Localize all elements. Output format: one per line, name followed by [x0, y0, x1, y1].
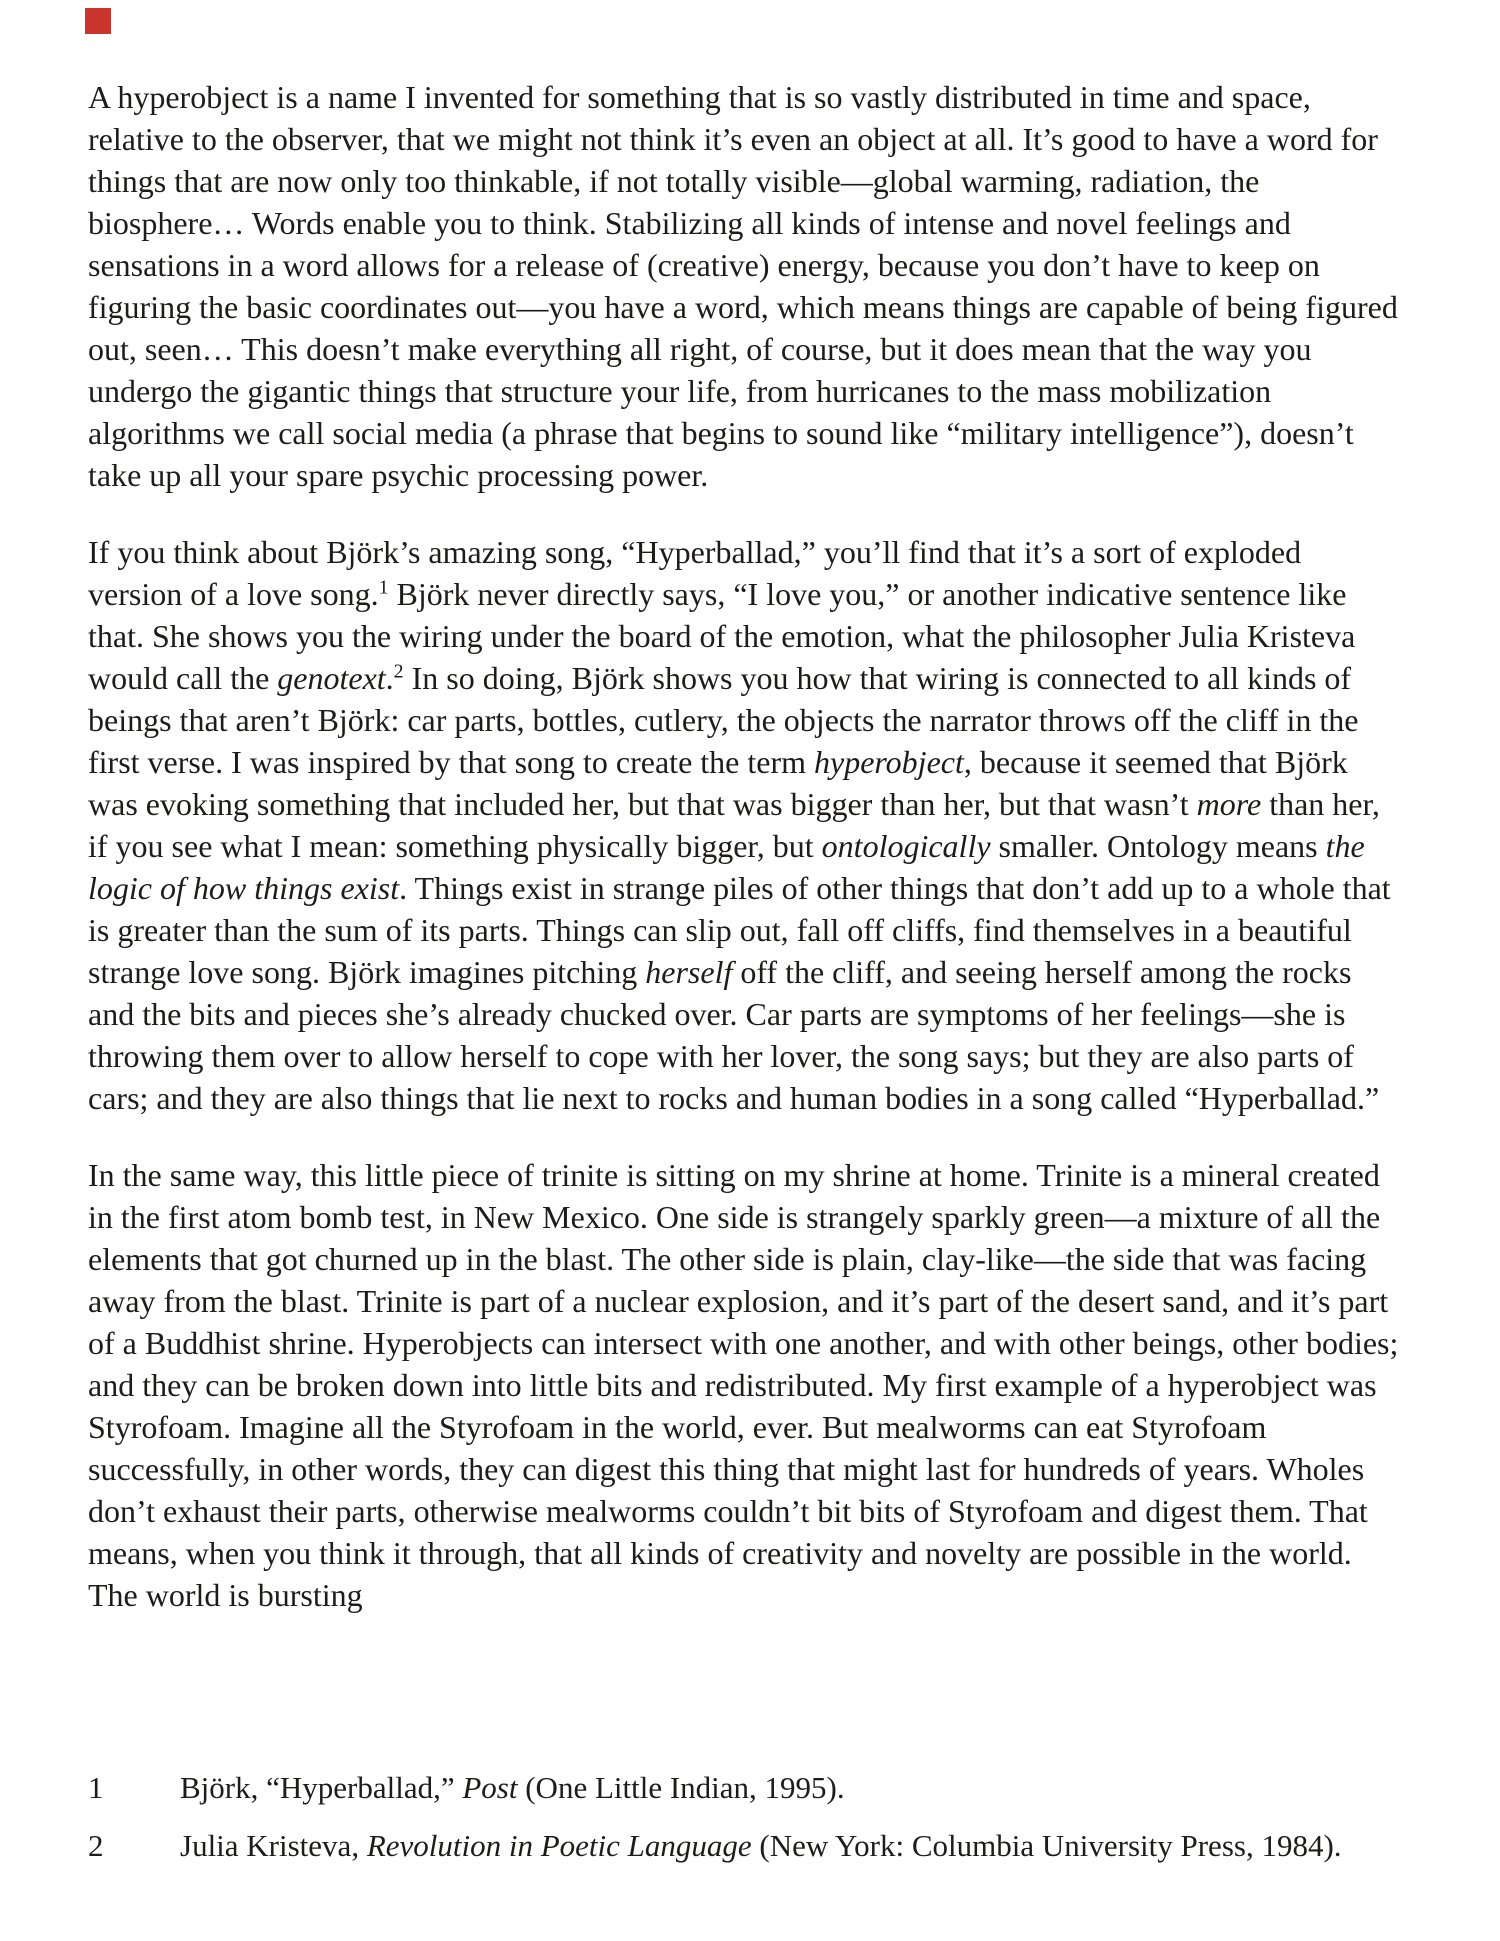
footnote-2-number: 2: [88, 1828, 104, 1863]
footnote-reference: 2: [393, 660, 404, 683]
paragraph-trinite-styrofoam: In the same way, this little piece of trinite is sitting on my shrine at home. Trinite is a mineral created in the first atom bomb test, in New Mexico. One side is strangely sparkly green—a mixture of all the elements that got churned up in the blast. The other side is plain, clay-like—the side that was facing away from the blast. Trinite is part of a nuclear explosion, and it’s part of the desert sand, and it’s part of a Buddhist shrine. Hyperobjects can intersect with one another, and with other beings, other bodies; and they can be broken down into little bits and redistributed. My first example of a hyperobject was Styrofoam. Imagine all the Styrofoam in the world, ever. But mealworms can eat Styrofoam successfully, in other words, they can digest this thing that might last for hundreds of years. Wholes don’t exhaust their parts, otherwise mealworms couldn’t bit bits of Styrofoam and digest them. That means, when you think it through, that all kinds of creativity and novelty are possible in the world. The world is bursting: [88, 1157, 1399, 1613]
red-click-marker: [85, 8, 111, 34]
footnote-1-text: Björk, “Hyperballad,” Post (One Little Indian, 1995).: [180, 1770, 845, 1805]
essay-body: [88, 76, 1400, 1616]
paragraph-hyperobject-definition: A hyperobject is a name I invented for something that is so vastly distributed in time and space, relative to the observer, that we might not think it’s even an object at all. It’s good to have a word for things that are now only too thinkable, if not totally visible—global warming, radiation, the biosphere… Words enable you to think. Stabilizing all kinds of intense and novel feelings and sensations in a word allows for a release of (creative) energy, because you don’t have to keep on figuring the basic coordinates out—you have a word, which means things are capable of being figured out, seen… This doesn’t make everything all right, of course, but it does mean that the way you undergo the gigantic things that structure your life, from hurricanes to the mass mobilization algorithms we call social media (a phrase that begins to sound like “military intelligence”), doesn’t take up all your spare psychic processing power.: [88, 79, 1398, 493]
footnote-1-number: 1: [88, 1770, 104, 1805]
footnote-1: [88, 1767, 1448, 1809]
footnote-2: [88, 1825, 1448, 1867]
footnote-reference: 1: [378, 576, 389, 599]
footnote-2-text: Julia Kristeva, Revolution in Poetic Language (New York: Columbia University Press, 1984).: [180, 1828, 1342, 1863]
paragraph-bjork-hyperballad: If you think about Björk’s amazing song, “Hyperballad,” you’ll find that it’s a sort of exploded version of a love song.$^1$ Björk never directly says, “I love you,” or another indicative sentence like that. She shows you the wiring under the board of the emotion, what the philosopher Julia Kristeva would call the genotext.$^2$ In so doing, Björk shows you how that wiring is connected to all kinds of beings that aren’t Björk: car parts, bottles, cutlery, the objects the narrator throws off the cliff in the first verse. I was inspired by that song to create the term hyperobject, because it seemed that Björk was evoking something that included her, but that was bigger than her, but that wasn’t more than her, if you see what I mean: something physically bigger, but ontologically smaller. Ontology means the logic of how things exist. Things exist in strange piles of other things that don’t add up to a whole that is greater than the sum of its parts. Things can slip out, fall off cliffs, find themselves in a beautiful strange love song. Björk imagines pitching herself off the cliff, and seeing herself among the rocks and the bits and pieces she’s already chucked over. Car parts are symptoms of her feelings—she is throwing them over to allow herself to cope with her lover, the song says; but they are also parts of cars; and they are also things that lie next to rocks and human bodies in a song called “Hyperballad.”: [88, 534, 1391, 1116]
footnotes-section: [88, 1767, 1448, 1883]
